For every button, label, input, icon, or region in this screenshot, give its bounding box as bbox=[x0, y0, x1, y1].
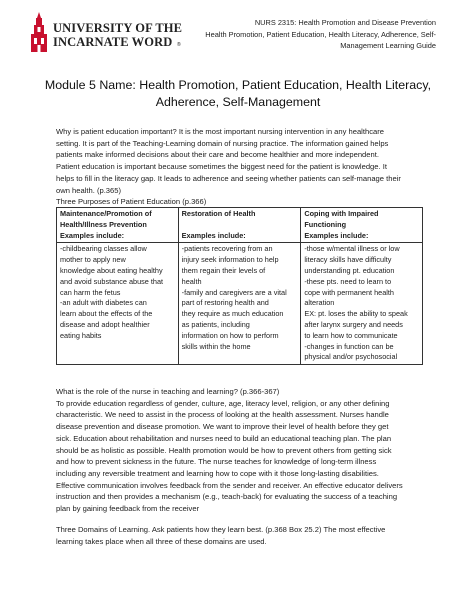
cell-line: -childbearing classes allow bbox=[60, 244, 147, 254]
cell-line: disease and adopt healthier bbox=[60, 319, 150, 329]
text-line: setting. It is part of the Teaching-Learning domain of nursing practice. The information gained helps bbox=[56, 138, 389, 148]
table-caption: Three Purposes of Patient Education (p.366) bbox=[56, 197, 207, 206]
text-line: disease prevention and disease promotion. We want to improve their level of health before they get bbox=[56, 422, 389, 432]
table-header-row bbox=[57, 208, 423, 243]
domains-paragraph bbox=[56, 524, 428, 547]
cell-line: after larynx surgery and needs bbox=[304, 319, 403, 329]
cell-line: -family and caregivers are a vital bbox=[181, 287, 287, 297]
table-header-cell bbox=[178, 208, 301, 243]
cell-line: information on how to perform bbox=[181, 330, 279, 340]
cell-line: EX: pt. loses the ability to speak bbox=[304, 309, 408, 319]
table-cell bbox=[178, 243, 301, 365]
title-line: Module 5 Name: Health Promotion, Patient Education, Health Literacy, bbox=[44, 78, 432, 92]
text-line: and how to prevent sickness in the future. The nurse teaches for knowledge of long-term illness bbox=[56, 457, 377, 467]
cell-line: and avoid substance abuse that bbox=[60, 276, 164, 286]
cell-line: -those w/mental illness or low bbox=[304, 244, 400, 254]
tower-logo-icon bbox=[28, 12, 50, 52]
cell-line: understanding pt. education bbox=[304, 265, 395, 275]
cell-line: them regain their levels of bbox=[181, 265, 266, 275]
text-line: sick. Education about rehabilitation and nurses need to build an educational teaching plan. The plan bbox=[56, 433, 392, 443]
text-line: To provide education regardless of gender, culture, age, literacy level, religion, or any other defining bbox=[56, 398, 390, 408]
cell-line: learn about the effects of the bbox=[60, 309, 153, 319]
header-text: Examples include: bbox=[181, 230, 246, 240]
text-line: instruction and then provides a mechanism (e.g., teach-back) for evaluating the success of a teaching bbox=[56, 492, 398, 502]
cell-line: to learn how to communicate bbox=[304, 330, 398, 340]
text-line: Three Domains of Learning. Ask patients how they learn best. (p.368 Box 25.2) The most effective bbox=[56, 525, 386, 534]
text-line: patients make informed decisions about their care and become healthier and more independent. bbox=[56, 150, 379, 160]
text-line: helps to fill in the literacy gap. It leads to adherence and seeing whether patients can self-manage their bbox=[56, 173, 401, 183]
logo-text-line2: INCARNATE WORD bbox=[53, 35, 173, 49]
text-line: Effective communication involves feedback from the sender and receiver. An effective educator delivers bbox=[56, 480, 403, 490]
header-line: NURS 2315: Health Promotion and Disease Prevention bbox=[254, 18, 436, 27]
registered-mark: ® bbox=[177, 42, 181, 48]
intro-paragraph bbox=[56, 126, 428, 196]
text-line: including any reversible treatment and learning how to cope with it those long-lasting disabilities. bbox=[56, 468, 379, 478]
cell-line: they require as much education bbox=[181, 309, 284, 319]
table-header-cell bbox=[57, 208, 179, 243]
cell-line: physical and/or psychosocial bbox=[304, 352, 398, 362]
cell-line: health bbox=[181, 276, 202, 286]
purposes-table bbox=[56, 207, 423, 365]
cell-line: skills within the home bbox=[181, 341, 251, 351]
header-text: Health/Illness Prevention bbox=[60, 219, 147, 229]
cell-line: alteration bbox=[304, 298, 335, 308]
table-cell bbox=[301, 243, 423, 365]
cell-line: mother to apply new bbox=[60, 255, 126, 265]
text-line: What is the role of the nurse in teaching and learning? (p.366-367) bbox=[56, 387, 280, 396]
logo-text-line1: UNIVERSITY OF THE bbox=[53, 21, 183, 35]
header-text: Functioning bbox=[304, 219, 347, 229]
text-line: plan by gaining feedback from the receiver bbox=[56, 504, 200, 514]
cell-line: -these pts. need to learn to bbox=[304, 276, 392, 286]
cell-line: -patients recovering from an bbox=[181, 244, 273, 254]
text-line: own health. (p.365) bbox=[56, 185, 122, 195]
cell-line: as patients, including bbox=[181, 319, 250, 329]
cell-line: part of restoring health and bbox=[181, 298, 269, 308]
cell-line: -changes in function can be bbox=[304, 341, 394, 351]
header-text: Coping with Impaired bbox=[304, 209, 379, 218]
text-line: Patient education is important because sometimes the biggest need for the patient is knowledge. It bbox=[56, 162, 387, 172]
cell-line: eating habits bbox=[60, 330, 102, 340]
cell-line: literacy skills have difficulty bbox=[304, 255, 392, 265]
page-title bbox=[40, 77, 436, 111]
table-header-cell bbox=[301, 208, 423, 243]
header-text: Examples include: bbox=[60, 230, 125, 240]
table-row bbox=[57, 243, 423, 365]
cell-line: injury seek information to help bbox=[181, 255, 279, 265]
text-line: Why is patient education important? It is the most important nursing intervention in any healthcare bbox=[56, 127, 384, 136]
title-line: Adherence, Self-Management bbox=[155, 95, 321, 109]
text-line: characteristic. We need to assist in the process of looking at the health assessment. Nurses handle bbox=[56, 410, 389, 420]
header-text bbox=[182, 220, 298, 231]
header-text: Maintenance/Promotion of bbox=[60, 209, 152, 218]
course-header bbox=[146, 17, 436, 52]
cell-line: can harm the fetus bbox=[60, 287, 121, 297]
text-line: should be as holistic as possible. Health promotion would be how to prevent others from getting sick bbox=[56, 445, 392, 455]
header-text: Restoration of Health bbox=[181, 209, 256, 218]
cell-line: cope with permanent health bbox=[304, 287, 394, 297]
cell-line: knowledge about eating healthy bbox=[60, 265, 163, 275]
table-cell bbox=[57, 243, 179, 365]
header-text: Examples include: bbox=[304, 230, 369, 240]
text-line: learning takes place when all three of these domains are used. bbox=[56, 536, 267, 546]
nurse-role-paragraph bbox=[56, 386, 428, 515]
cell-line: -an adult with diabetes can bbox=[60, 298, 147, 308]
header-line: Health Promotion, Patient Education, Health Literacy, Adherence, Self- bbox=[205, 29, 436, 39]
header-line: Management Learning Guide bbox=[340, 41, 436, 51]
